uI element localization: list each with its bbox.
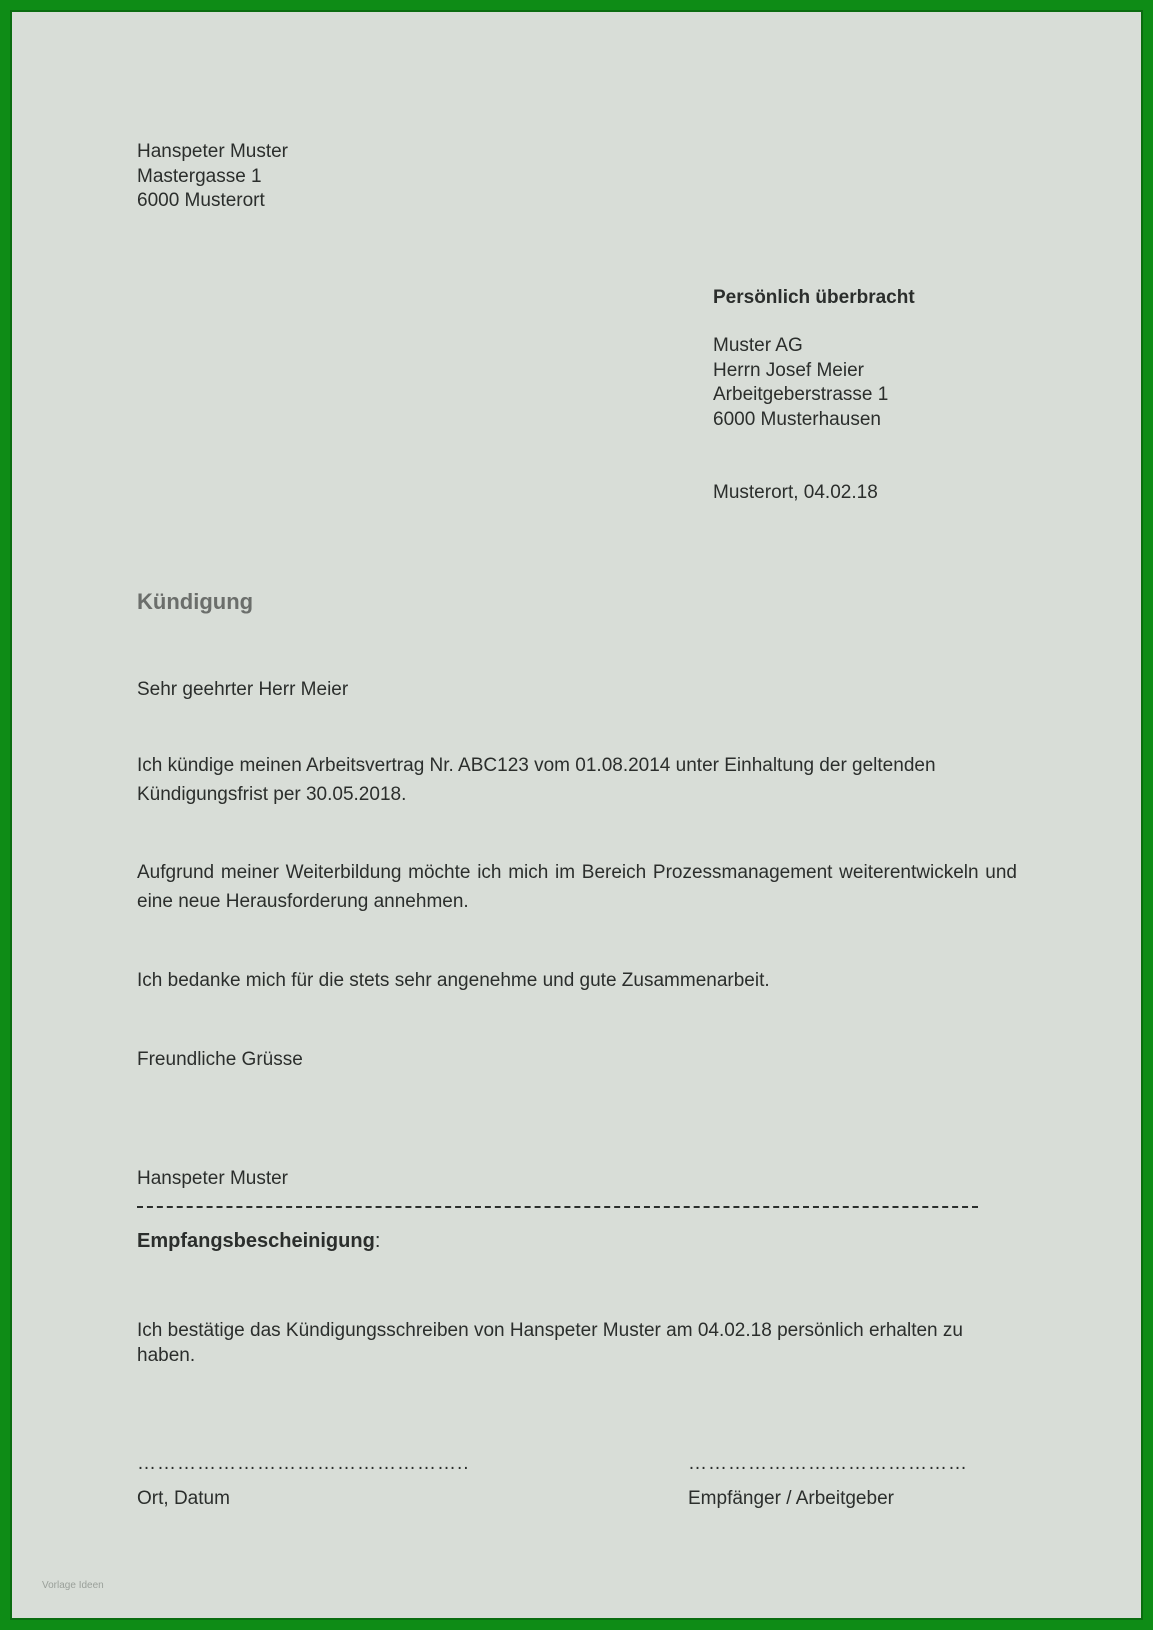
cut-divider [137,1206,978,1208]
recipient-company: Muster AG [713,335,803,356]
recipient-address [713,334,888,432]
closing-phrase: Freundliche Grüsse [137,1049,303,1070]
receipt-title: Empfangsbescheinigung [137,1230,375,1252]
recipient-employer-label: Empfänger / Arbeitgeber [688,1488,894,1509]
recipient-city: 6000 Musterhausen [713,408,881,430]
salutation: Sehr geehrter Herr Meier [137,679,349,700]
signature-line-left: ………………………………………….. [137,1453,470,1474]
letter-page [10,10,1143,1620]
sender-address [137,140,288,214]
recipient-person: Herrn Josef Meier [713,359,864,381]
body-paragraph: Aufgrund meiner Weiterbildung möchte ich mich im Bereich Prozessmanagement weiterentwickeln und eine neue Herausforderung annehmen. [137,862,1017,912]
recipient-street: Arbeitgeberstrasse 1 [713,384,889,405]
delivery-note: Persönlich überbracht [713,287,915,308]
letter-subject: Kündigung [137,589,254,614]
sender-city: 6000 Musterort [137,190,265,211]
body-paragraph: Ich bedanke mich für die stets sehr angenehme und gute Zusammenarbeit. [137,970,770,991]
body-paragraph: Ich kündige meinen Arbeitsvertrag Nr. ABC123 vom 01.08.2014 unter Einhaltung der geltenden Kündigungsfrist per 30.05.2018. [137,755,936,805]
receipt-heading [137,1230,380,1253]
watermark: Vorlage Ideen [42,1580,104,1591]
sender-street: Mastergasse 1 [137,165,262,187]
place-date: Musterort, 04.02.18 [713,482,878,503]
signature-line-right: …………………………………… [688,1453,968,1474]
receipt-title-colon: : [374,1230,381,1252]
sender-name: Hanspeter Muster [137,141,289,162]
place-date-label: Ort, Datum [137,1488,230,1509]
signature-name: Hanspeter Muster [137,1168,289,1189]
receipt-text: Ich bestätige das Kündigungsschreiben von Hanspeter Muster am 04.02.18 persönlich erhalten zu haben. [137,1320,963,1366]
